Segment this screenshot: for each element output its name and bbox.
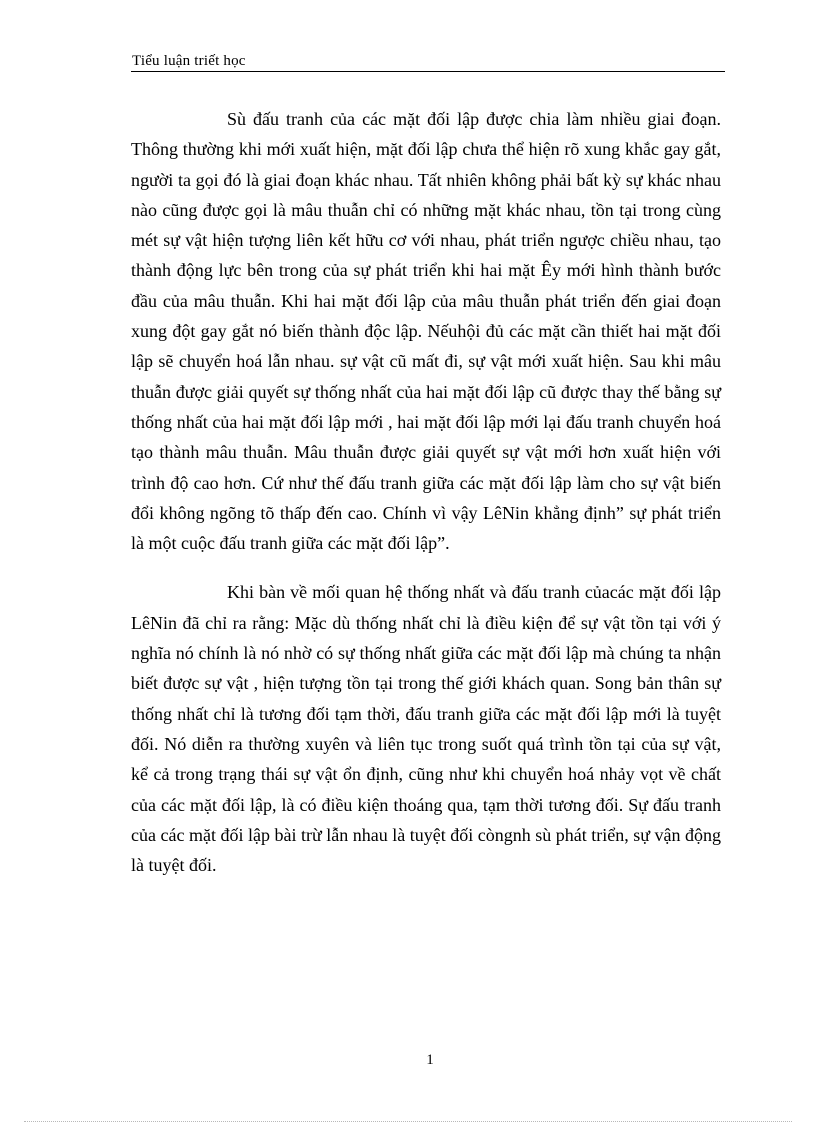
page-bottom-edge <box>24 1121 792 1122</box>
page-number: 1 <box>426 1052 434 1068</box>
paragraph-1: Sù đấu tranh của các mặt đối lập được chia làm nhiều giai đoạn. Thông thường khi mới xuất hiện, mặt đối lập chưa thể hiện rõ xung khắc gay gắt, người ta gọi đó là giai đoạn khác nhau. Tất nhiên không phải bất kỳ sự khác nhau nào cũng được gọi là mâu thuẫn chỉ có những mặt khác nhau, tồn tại trong cùng mét sự vật hiện tượng liên kết hữu cơ với nhau, phát triển ngược chiều nhau, tạo thành động lực bên trong của sự phát triển khi hai mặt Êy mới hình thành bước đầu của mâu thuẫn. Khi hai mặt đối lập của mâu thuẫn phát triển đến giai đoạn xung đột gay gắt nó biến thành độc lập. Nếuhội đủ các mặt cần thiết hai mặt đối lập sẽ chuyển hoá lẫn nhau. sự vật cũ mất đi, sự vật mới xuất hiện. Sau khi mâu thuẫn được giải quyết sự thống nhất của hai mặt đối lập cũ được thay thế bằng sự thống nhất của hai mặt đối lập mới , hai mặt đối lập mới lại đấu tranh chuyển hoá tạo thành mâu thuẫn. Mâu thuẫn được giải quyết sự vật mới hơn xuất hiện với trình độ cao hơn. Cứ như thế đấu tranh giữa các mặt đối lập làm cho sự vật biến đổi không ngõng tõ thấp đến cao. Chính vì vậy LêNin khẳng định” sự phát triển là một cuộc đấu tranh giữa các mặt đối lập”. <box>131 109 721 554</box>
paragraph-2: Khi bàn về mối quan hệ thống nhất và đấu tranh củacác mặt đối lập LêNin đã chỉ ra rằng: Mặc dù thống nhất chỉ là điều kiện để sự vật tồn tại với ý nghĩa nó chính là nó nhờ có sự thống nhất giữa các mặt đối lập mà chúng ta nhận biết được sự vật , hiện tượng tồn tại trong thế giới khách quan. Song bản thân sự thống nhất chỉ là tương đối tạm thời, đấu tranh giữa các mặt đối lập mới là tuyệt đối. Nó diễn ra thường xuyên và liên tục trong suốt quá trình tồn tại của sự vật, kể cả trong trạng thái sự vật ổn định, cũng như khi chuyển hoá nhảy vọt về chất của các mặt đối lập, là có điều kiện thoáng qua, tạm thời tương đối. Sự đấu tranh của các mặt đối lập bài trừ lẫn nhau là tuyệt đối còngnh sù phát triển, sự vận động là tuyệt đối. <box>131 582 721 876</box>
running-header: Tiểu luận triết học <box>132 53 246 69</box>
header-rule <box>131 71 725 72</box>
document-body <box>131 104 721 880</box>
